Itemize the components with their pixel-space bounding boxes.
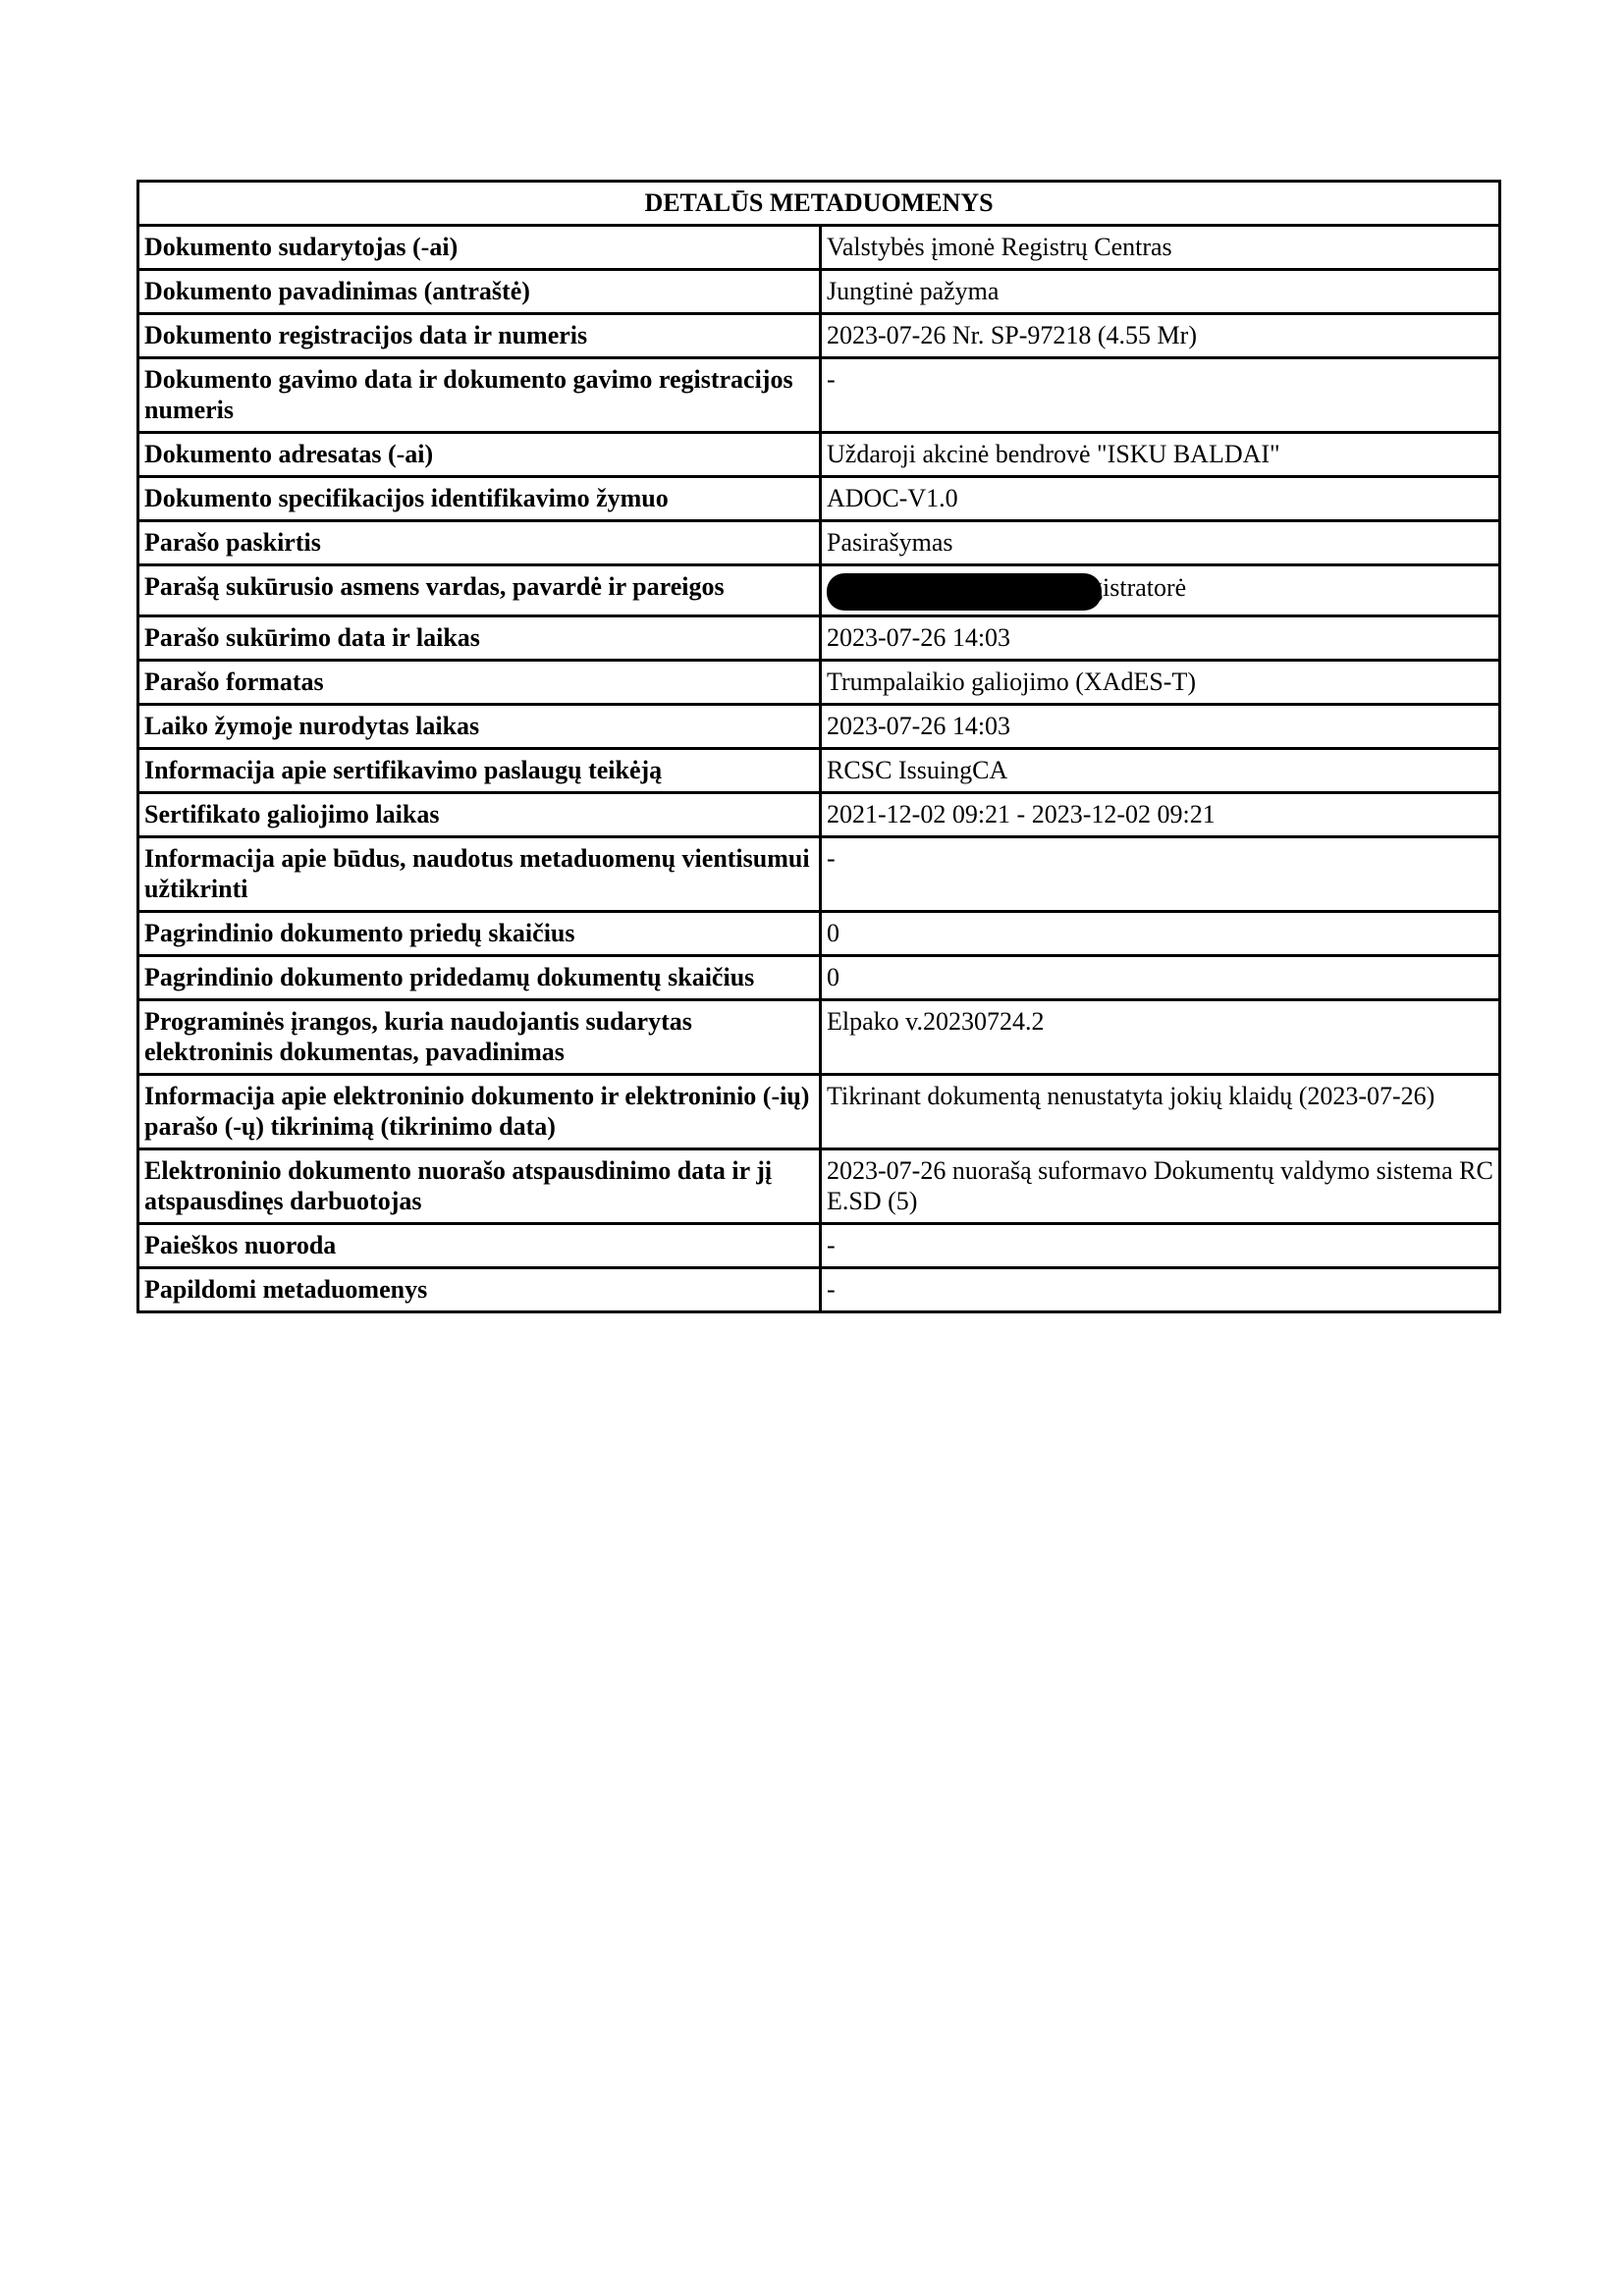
table-row: [138, 314, 1500, 358]
row-value: 0: [821, 912, 1500, 956]
row-label: Laiko žymoje nurodytas laikas: [138, 705, 821, 749]
row-value: Pasirašymas: [821, 521, 1500, 565]
table-row: [138, 616, 1500, 661]
row-value: ADOC-V1.0: [821, 477, 1500, 521]
row-value: 2023-07-26 14:03: [821, 616, 1500, 661]
row-value: 2023-07-26 nuorašą suformavo Dokumentų valdymo sistema RC E.SD (5): [821, 1149, 1500, 1224]
redacted-name-wrap: [827, 571, 1493, 609]
table-row: [138, 433, 1500, 477]
table-header-row: [138, 182, 1500, 226]
row-label: Parašo formatas: [138, 661, 821, 705]
table-row: [138, 705, 1500, 749]
metadata-table: [136, 180, 1501, 1313]
table-row: [138, 358, 1500, 433]
row-value: Uždaroji akcinė bendrovė "ISKU BALDAI": [821, 433, 1500, 477]
row-label: Dokumento specifikacijos identifikavimo žymuo: [138, 477, 821, 521]
table-row: [138, 270, 1500, 314]
row-label: Informacija apie elektroninio dokumento ir elektroninio (-ių) parašo (-ų) tikrinimą (tikrinimo data): [138, 1075, 821, 1149]
row-label: Paieškos nuoroda: [138, 1224, 821, 1268]
table-row: [138, 661, 1500, 705]
row-label: Dokumento registracijos data ir numeris: [138, 314, 821, 358]
table-row: [138, 912, 1500, 956]
row-label: Informacija apie sertifikavimo paslaugų teikėją: [138, 749, 821, 793]
table-row: [138, 1268, 1500, 1312]
row-label: Informacija apie būdus, naudotus metaduomenų vientisumui užtikrinti: [138, 837, 821, 912]
row-value: -: [821, 1224, 1500, 1268]
row-label: Programinės įrangos, kuria naudojantis sudarytas elektroninis dokumentas, pavadinimas: [138, 1000, 821, 1075]
table-row: [138, 1000, 1500, 1075]
row-label: Parašo paskirtis: [138, 521, 821, 565]
row-label: Dokumento gavimo data ir dokumento gavimo registracijos numeris: [138, 358, 821, 433]
redacted-value-tail: gistratorė: [1090, 572, 1187, 602]
redaction-mark: [827, 573, 1102, 611]
row-label: Papildomi metaduomenys: [138, 1268, 821, 1312]
row-value: Tikrinant dokumentą nenustatyta jokių klaidų (2023-07-26): [821, 1075, 1500, 1149]
row-label: Pagrindinio dokumento pridedamų dokumentų skaičius: [138, 956, 821, 1000]
row-value: Trumpalaikio galiojimo (XAdES-T): [821, 661, 1500, 705]
table-title: DETALŪS METADUOMENYS: [138, 182, 1500, 226]
row-label: Parašo sukūrimo data ir laikas: [138, 616, 821, 661]
row-value-redacted: [821, 565, 1500, 616]
row-label: Dokumento sudarytojas (-ai): [138, 226, 821, 270]
row-value: Elpako v.20230724.2: [821, 1000, 1500, 1075]
row-value: 2021-12-02 09:21 - 2023-12-02 09:21: [821, 793, 1500, 837]
table-row: [138, 565, 1500, 616]
row-label: Dokumento pavadinimas (antraštė): [138, 270, 821, 314]
table-row: [138, 1075, 1500, 1149]
table-row: [138, 226, 1500, 270]
row-label: Pagrindinio dokumento priedų skaičius: [138, 912, 821, 956]
row-value: -: [821, 358, 1500, 433]
row-value: Jungtinė pažyma: [821, 270, 1500, 314]
row-value: 2023-07-26 Nr. SP-97218 (4.55 Mr): [821, 314, 1500, 358]
row-label: Dokumento adresatas (-ai): [138, 433, 821, 477]
row-label: Sertifikato galiojimo laikas: [138, 793, 821, 837]
row-value: Valstybės įmonė Registrų Centras: [821, 226, 1500, 270]
table-row: [138, 837, 1500, 912]
row-label: Elektroninio dokumento nuorašo atspausdinimo data ir jį atspausdinęs darbuotojas: [138, 1149, 821, 1224]
table-row: [138, 521, 1500, 565]
table-row: [138, 477, 1500, 521]
row-value: -: [821, 1268, 1500, 1312]
table-row: [138, 1149, 1500, 1224]
row-value: 0: [821, 956, 1500, 1000]
table-row: [138, 956, 1500, 1000]
row-label: Parašą sukūrusio asmens vardas, pavardė ir pareigos: [138, 565, 821, 616]
table-row: [138, 1224, 1500, 1268]
table-row: [138, 749, 1500, 793]
table-row: [138, 793, 1500, 837]
row-value: -: [821, 837, 1500, 912]
row-value: RCSC IssuingCA: [821, 749, 1500, 793]
row-value: 2023-07-26 14:03: [821, 705, 1500, 749]
